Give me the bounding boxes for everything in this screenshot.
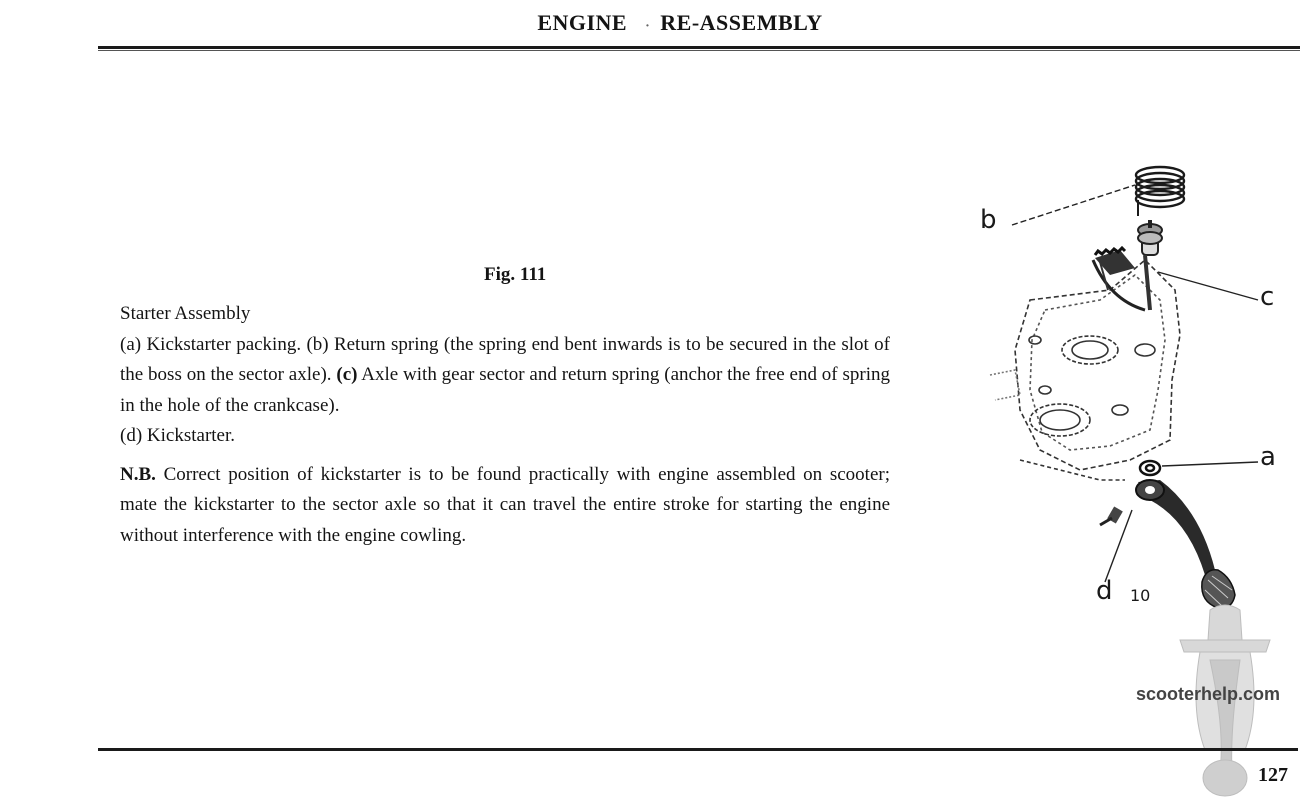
- header-title-left: ENGINE: [537, 10, 628, 35]
- callout-number: 10: [1130, 586, 1151, 605]
- kickstarter-lever: [1100, 480, 1235, 608]
- header-title-right: RE-ASSEMBLY: [660, 10, 823, 35]
- starter-assembly-illustration: [960, 150, 1300, 620]
- header-separator-mark: ·: [645, 19, 651, 34]
- note-text: Correct position of kickstarter is to be found practically with engine assembled on scooter; mate the kickstarter to the sector axle so that it can travel the entire stroke for starting the engine without interference with the engine cowling.: [120, 463, 890, 546]
- section-title: Starter Assembly: [120, 303, 251, 324]
- part-c-label: (c): [336, 364, 358, 385]
- part-b-text: Return spring (the spring end bent inwards is to be secured in the slot of the boss on the sector axle).: [120, 333, 890, 385]
- callout-c: c: [1260, 282, 1275, 312]
- gear-sector: [1093, 248, 1145, 310]
- crankcase-outline: [990, 260, 1180, 480]
- part-d-text: Kickstarter.: [142, 425, 236, 446]
- callout-b: b: [980, 205, 997, 235]
- return-spring: [1136, 167, 1184, 216]
- figure-caption: Fig. 111: [484, 264, 547, 285]
- page-header: [0, 10, 1300, 36]
- parts-description: [120, 330, 890, 452]
- illustration-drawing: [960, 150, 1300, 620]
- part-b-label: (b): [306, 333, 329, 355]
- footer-rule: [98, 748, 1298, 751]
- body-text: [120, 299, 890, 551]
- watermark-text: scooterhelp.com: [1136, 684, 1281, 704]
- header-rule: [98, 46, 1300, 49]
- leader-lines: [1012, 185, 1258, 582]
- callout-a: a: [1260, 442, 1276, 472]
- header-rule-thin: [98, 50, 1300, 51]
- part-a-label: (a): [120, 333, 142, 355]
- note-paragraph: [120, 460, 890, 552]
- part-d-label: (d): [120, 425, 143, 446]
- part-a-text: Kickstarter packing.: [141, 333, 307, 355]
- axle: [1138, 220, 1162, 310]
- note-label: N.B.: [120, 463, 156, 485]
- page-number: 127: [1258, 764, 1288, 786]
- callout-d: d: [1096, 576, 1113, 606]
- packing-washer: [1140, 461, 1160, 475]
- part-c-text: Axle with gear sector and return spring (anchor the free end of spring in the hole of the crankcase).: [120, 364, 890, 416]
